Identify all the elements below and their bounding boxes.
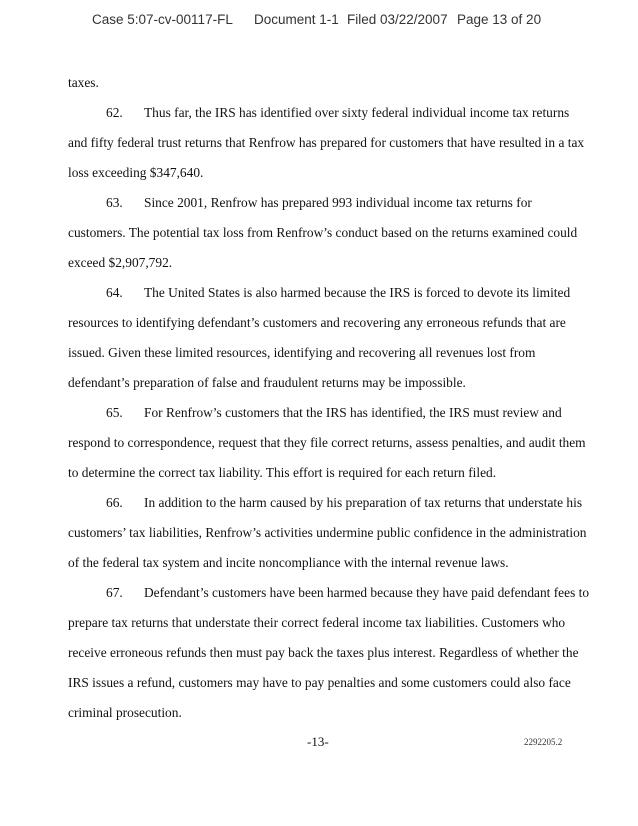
body-line: IRS issues a refund, customers may have to pay penalties and some customers could also face: [68, 675, 571, 690]
body-line: to determine the correct tax liability. This effort is required for each return filed.: [68, 465, 497, 480]
body-line: Defendant’s customers have been harmed because they have paid defendant fees to: [144, 585, 590, 600]
paragraph-66-first-line: [68, 488, 583, 518]
body-line: issued. Given these limited resources, identifying and recovering all revenues lost from: [68, 345, 536, 360]
body-line: For Renfrow’s customers that the IRS has identified, the IRS must review and: [144, 405, 562, 420]
body-line: prepare tax returns that understate their correct federal income tax liabilities. Customers who: [68, 615, 566, 630]
paragraph-63-first-line: [68, 188, 574, 218]
paragraph-67-first-line: [68, 578, 590, 608]
paragraph-65-first-line: [68, 398, 574, 428]
document-id: 2292205.2: [524, 737, 563, 747]
body-line: defendant’s preparation of false and fraudulent returns may be impossible.: [68, 375, 466, 390]
paragraph-number: 65.: [106, 405, 123, 420]
body-line: criminal prosecution.: [68, 705, 182, 720]
body-line: respond to correspondence, request that they file correct returns, assess penalties, and audit them: [68, 435, 586, 450]
paragraph-number: 64.: [106, 285, 123, 300]
paragraph-number: 62.: [106, 105, 123, 120]
case-number: Case 5:07-cv-00117-FL: [92, 12, 233, 27]
paragraph-62-first-line: [68, 98, 574, 128]
body-line: resources to identifying defendant’s customers and recovering any erroneous refunds that are: [68, 315, 566, 330]
body-line: customers’ tax liabilities, Renfrow’s activities undermine public confidence in the administration: [68, 525, 587, 540]
document-number: Document 1-1: [254, 12, 339, 27]
paragraph-number: 66.: [106, 495, 123, 510]
filing-header: [0, 12, 638, 32]
body-line: customers. The potential tax loss from Renfrow’s conduct based on the returns examined could: [68, 225, 578, 240]
page-count: Page 13 of 20: [457, 12, 542, 27]
body-line: and fifty federal trust returns that Renfrow has prepared for customers that have resulted in a tax: [68, 135, 585, 150]
page-number: -13-: [307, 734, 329, 749]
body-line: Thus far, the IRS has identified over sixty federal individual income tax returns: [144, 105, 570, 120]
body-line: receive erroneous refunds then must pay back the taxes plus interest. Regardless of whether the: [68, 645, 579, 660]
body-line: Since 2001, Renfrow has prepared 993 individual income tax returns for: [144, 195, 532, 210]
body-line: The United States is also harmed because the IRS is forced to devote its limited: [144, 285, 571, 300]
document-body: [68, 68, 590, 728]
paragraph-number: 63.: [106, 195, 123, 210]
body-line: In addition to the harm caused by his preparation of tax returns that understate his: [144, 495, 583, 510]
body-line: of the federal tax system and incite noncompliance with the internal revenue laws.: [68, 555, 509, 570]
paragraph-64-first-line: [68, 278, 574, 308]
paragraph-number: 67.: [106, 585, 123, 600]
body-line: taxes.: [68, 75, 99, 90]
body-line: loss exceeding $347,640.: [68, 165, 204, 180]
body-line: exceed $2,907,792.: [68, 255, 173, 270]
filed-date: Filed 03/22/2007: [347, 12, 448, 27]
